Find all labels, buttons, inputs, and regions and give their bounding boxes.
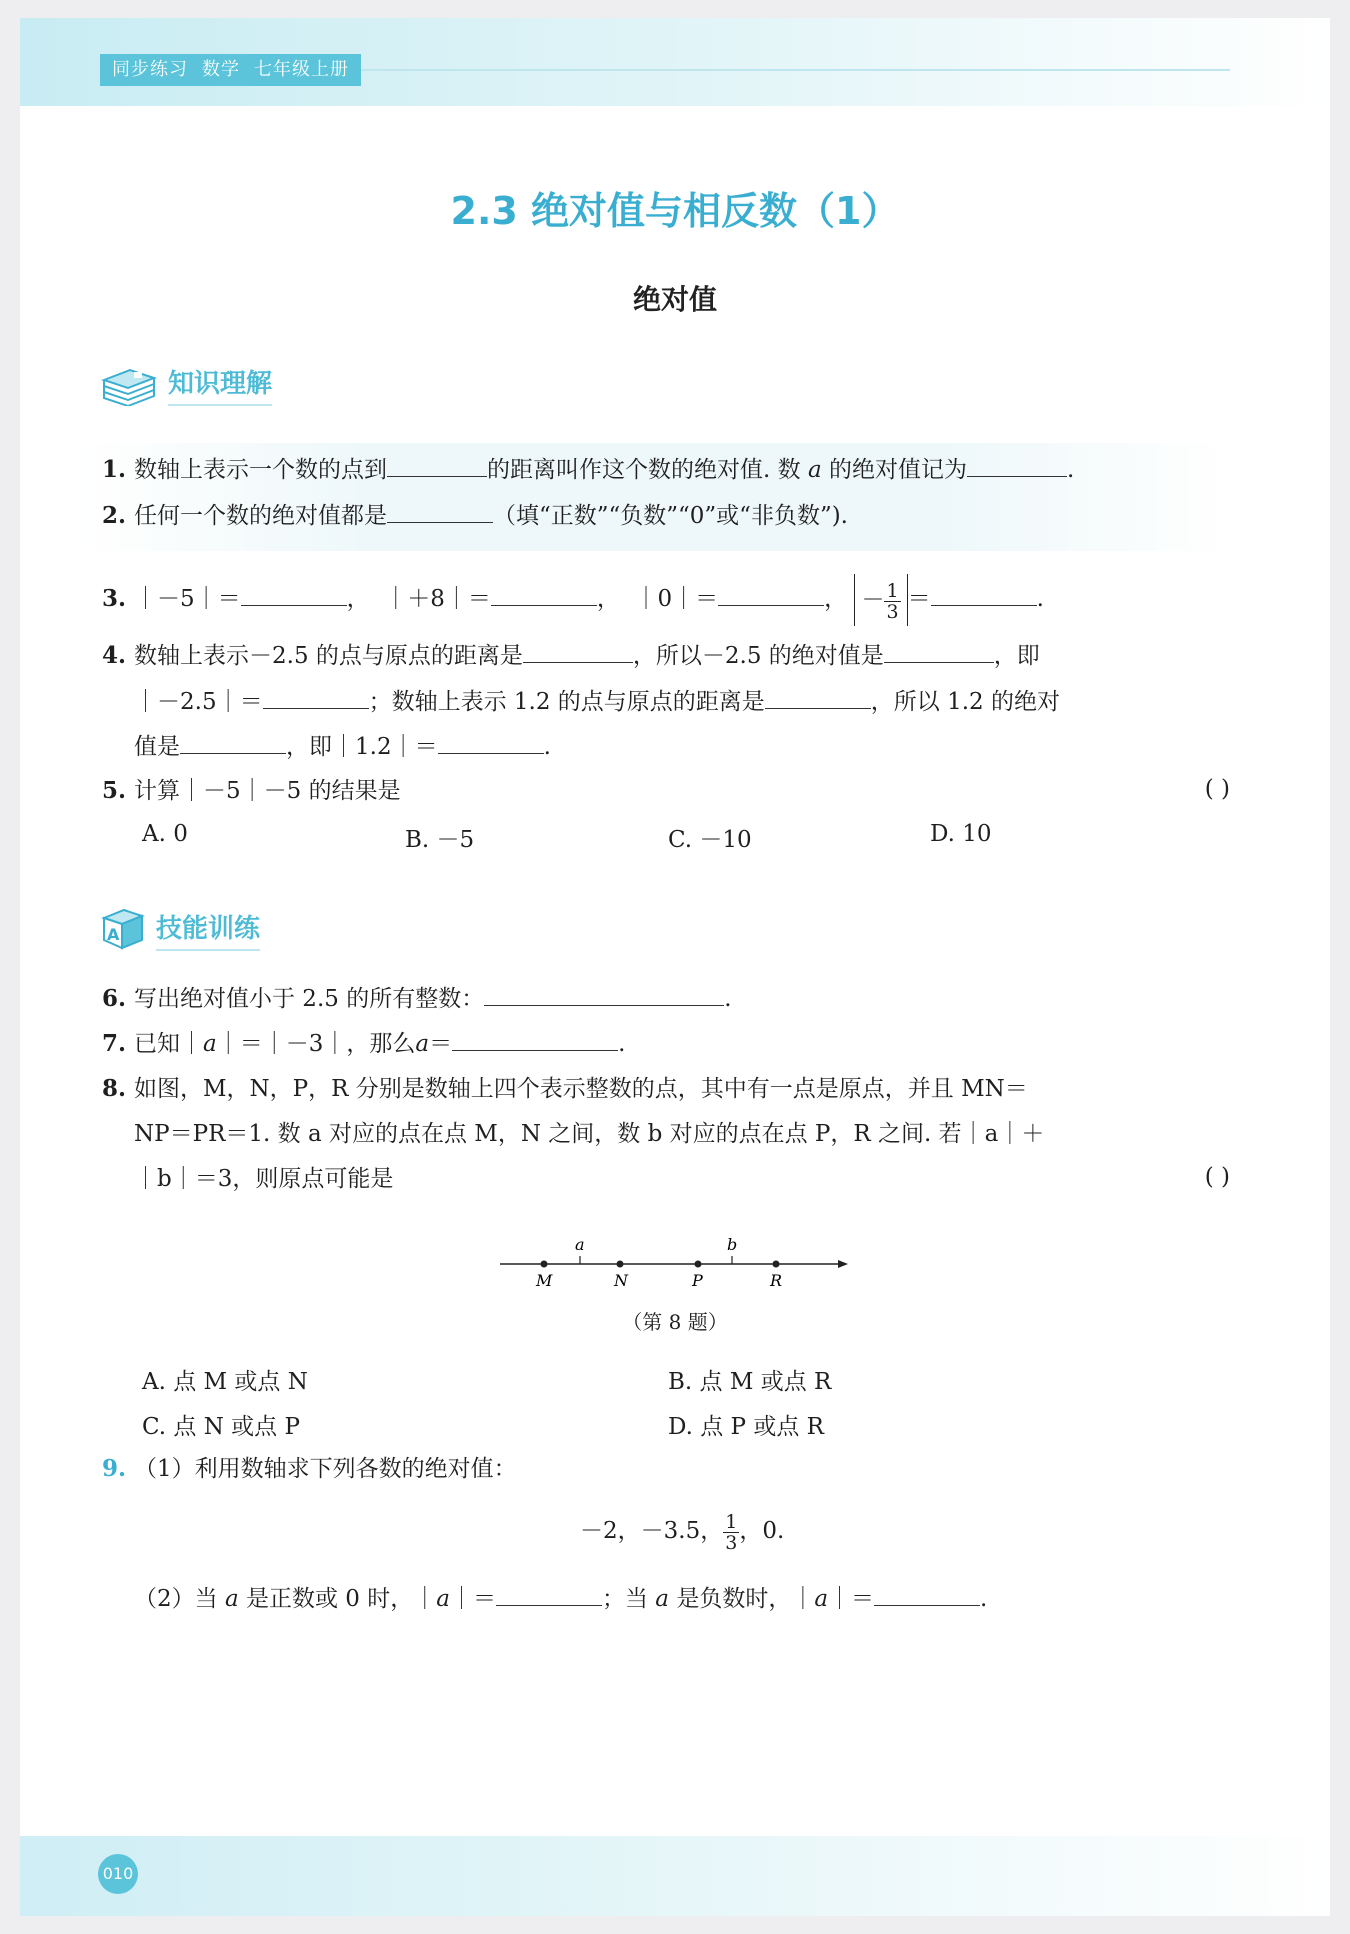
q3-part-1: ｜－5｜＝	[134, 586, 241, 612]
separator: ，	[596, 586, 620, 612]
question-4-line-2	[134, 686, 1060, 717]
option-a[interactable]: A. 0	[142, 821, 188, 847]
option-c[interactable]: C. 点 N 或点 P	[142, 1414, 300, 1440]
q3-part-2: ｜＋8｜＝	[384, 586, 491, 612]
question-4-line-3	[134, 731, 551, 762]
answer-paren[interactable]: ( )	[1204, 1164, 1230, 1190]
question-7	[102, 1028, 625, 1059]
point-n	[617, 1261, 624, 1268]
denominator: 3	[725, 1531, 738, 1554]
q9-end: .	[980, 1586, 988, 1612]
minus-sign: －	[861, 587, 885, 613]
q9-text: 是正数或 0 时，｜	[245, 1586, 437, 1612]
q4-text: 数轴上表示－2.5 的点与原点的距离是	[134, 643, 523, 669]
section-title: 技能训练	[156, 908, 260, 951]
answer-blank[interactable]	[241, 583, 347, 606]
q9-numbers-text: －2，－3.5，	[580, 1518, 724, 1544]
q7-text: ＝	[429, 1031, 453, 1057]
answer-blank[interactable]	[387, 500, 493, 523]
q1-text-b: 的距离叫作这个数的绝对值. 数	[487, 457, 801, 483]
q9-text: ｜＝	[828, 1586, 875, 1612]
page-title: 2.3 绝对值与相反数（1）	[450, 189, 900, 233]
question-5	[102, 776, 401, 806]
q9-var: a	[224, 1586, 239, 1612]
q9-numbers-tail: ，0.	[739, 1518, 785, 1544]
q8-text: 如图，M，N，P，R 分别是数轴上四个表示整数的点，其中有一点是原点，并且 MN＝	[134, 1076, 1028, 1102]
q7-var: a	[203, 1031, 217, 1057]
fraction	[884, 581, 900, 622]
q4-text: ，所以－2.5 的绝对值是	[632, 643, 884, 669]
answer-blank[interactable]	[180, 731, 286, 754]
question-8-line-1	[102, 1074, 1028, 1104]
q3-part-3: ｜0｜＝	[634, 586, 719, 612]
q9-text: 是负数时，｜	[676, 1586, 815, 1612]
number-line-figure	[490, 1228, 850, 1298]
answer-blank[interactable]	[491, 583, 597, 606]
answer-blank[interactable]	[931, 583, 1037, 606]
grade-label: 七年级上册	[254, 59, 349, 80]
point-p	[695, 1261, 702, 1268]
q4-text: 值是	[134, 734, 180, 760]
option-a[interactable]: A. 点 M 或点 N	[142, 1369, 308, 1395]
label-n: N	[614, 1271, 628, 1290]
label-b: b	[727, 1235, 738, 1254]
q3-end: .	[1036, 586, 1044, 612]
label-m: M	[536, 1271, 553, 1290]
fraction	[723, 1512, 739, 1553]
question-6	[102, 983, 732, 1014]
question-number: 1.	[102, 456, 127, 483]
question-2	[102, 500, 848, 531]
q7-var: a	[415, 1031, 430, 1057]
q4-text: ；数轴上表示 1.2 的点与原点的距离是	[368, 689, 765, 715]
answer-blank[interactable]	[496, 1583, 602, 1606]
abs-fraction	[854, 574, 907, 626]
q5-text: 计算｜－5｜－5 的结果是	[134, 778, 401, 804]
question-number: 9.	[102, 1455, 127, 1482]
q9-text: ｜＝	[449, 1586, 496, 1612]
answer-blank[interactable]	[523, 640, 633, 663]
series-label: 同步练习	[112, 59, 188, 80]
option-b[interactable]: B. 点 M 或点 R	[668, 1369, 832, 1395]
q9-var: a	[655, 1586, 669, 1612]
q9-text: （2）当	[134, 1586, 218, 1612]
cube-a-icon	[100, 906, 146, 952]
question-number: 7.	[102, 1030, 127, 1057]
section-title: 知识理解	[168, 363, 272, 406]
section-skills	[100, 906, 260, 952]
q7-text: ｜＝｜－3｜，那么	[216, 1031, 416, 1057]
answer-blank[interactable]	[765, 686, 871, 709]
q2-text-a: 任何一个数的绝对值都是	[134, 503, 387, 529]
question-number: 8.	[102, 1075, 127, 1102]
question-3	[102, 571, 1044, 627]
question-number: 6.	[102, 985, 127, 1012]
q2-text-b: （填“正数”“负数”“0”或“非负数”).	[493, 503, 848, 529]
q9-numbers	[580, 1506, 784, 1556]
answer-blank[interactable]	[263, 686, 369, 709]
point-r	[773, 1261, 780, 1268]
answer-blank[interactable]	[387, 454, 487, 477]
q9-text: （1）利用数轴求下列各数的绝对值：	[134, 1456, 517, 1482]
answer-blank[interactable]	[967, 454, 1067, 477]
q7-text: 已知｜	[134, 1031, 203, 1057]
q1-text-a: 数轴上表示一个数的点到	[134, 457, 387, 483]
separator: ，	[346, 586, 370, 612]
question-number: 3.	[102, 585, 127, 612]
answer-blank[interactable]	[874, 1583, 980, 1606]
denominator: 3	[886, 600, 899, 623]
books-icon	[100, 362, 158, 406]
footer-band	[20, 1836, 1330, 1916]
equals: ＝	[907, 586, 931, 612]
subject-label: 数学	[202, 59, 240, 80]
numerator: 1	[725, 1510, 738, 1533]
answer-blank[interactable]	[718, 583, 824, 606]
question-9-part-2	[134, 1583, 987, 1614]
header-divider	[300, 69, 1230, 71]
q1-end: .	[1066, 457, 1075, 483]
answer-paren[interactable]: ( )	[1204, 776, 1230, 802]
q4-end: .	[543, 734, 551, 760]
q4-text: ，即｜1.2｜＝	[286, 734, 438, 760]
question-number: 4.	[102, 642, 127, 669]
q6-text: 写出绝对值小于 2.5 的所有整数：	[134, 986, 485, 1012]
arrow-icon	[838, 1260, 848, 1268]
page-number: 010	[98, 1854, 138, 1894]
q7-end: .	[618, 1031, 626, 1057]
svg-text:A: A	[107, 925, 120, 944]
question-number: 2.	[102, 502, 127, 529]
q4-text: ，即	[993, 643, 1040, 669]
answer-blank[interactable]	[438, 731, 544, 754]
q1-var: a	[807, 457, 822, 483]
point-m	[541, 1261, 548, 1268]
label-a: a	[575, 1235, 585, 1254]
answer-blank[interactable]	[484, 983, 724, 1006]
question-number: 5.	[102, 777, 127, 804]
page	[20, 18, 1330, 1916]
answer-blank[interactable]	[884, 640, 994, 663]
page-subtitle: 绝对值	[632, 283, 717, 316]
question-8-line-2: NP＝PR＝1. 数 a 对应的点在点 M，N 之间，数 b 对应的点在点 P，R 之间. 若｜a｜＋	[134, 1121, 1045, 1147]
question-8-line-3: ｜b｜＝3，则原点可能是	[134, 1166, 394, 1192]
question-1	[102, 454, 1074, 485]
numerator: 1	[886, 579, 899, 602]
question-9-part-1	[102, 1454, 517, 1484]
q4-text: ｜－2.5｜＝	[134, 689, 263, 715]
figure-caption: （第 8 题）	[622, 1310, 728, 1334]
q1-text-c: 的绝对值记为	[828, 457, 967, 483]
q9-var: a	[436, 1586, 450, 1612]
q4-text: ，所以 1.2 的绝对	[870, 689, 1060, 715]
option-d[interactable]: D. 点 P 或点 R	[668, 1414, 824, 1440]
q6-end: .	[724, 986, 732, 1012]
q9-text: ；当	[601, 1586, 648, 1612]
question-4-line-1	[102, 640, 1040, 671]
header-badge	[100, 54, 361, 86]
q9-var: a	[814, 1586, 829, 1612]
answer-blank[interactable]	[452, 1028, 618, 1051]
option-b[interactable]: B. －5	[405, 827, 475, 853]
section-understanding	[100, 361, 272, 407]
separator: ，	[824, 586, 848, 612]
option-c[interactable]: C. －10	[668, 827, 752, 853]
label-r: R	[770, 1271, 783, 1290]
option-d[interactable]: D. 10	[930, 821, 992, 847]
label-p: P	[692, 1271, 703, 1290]
